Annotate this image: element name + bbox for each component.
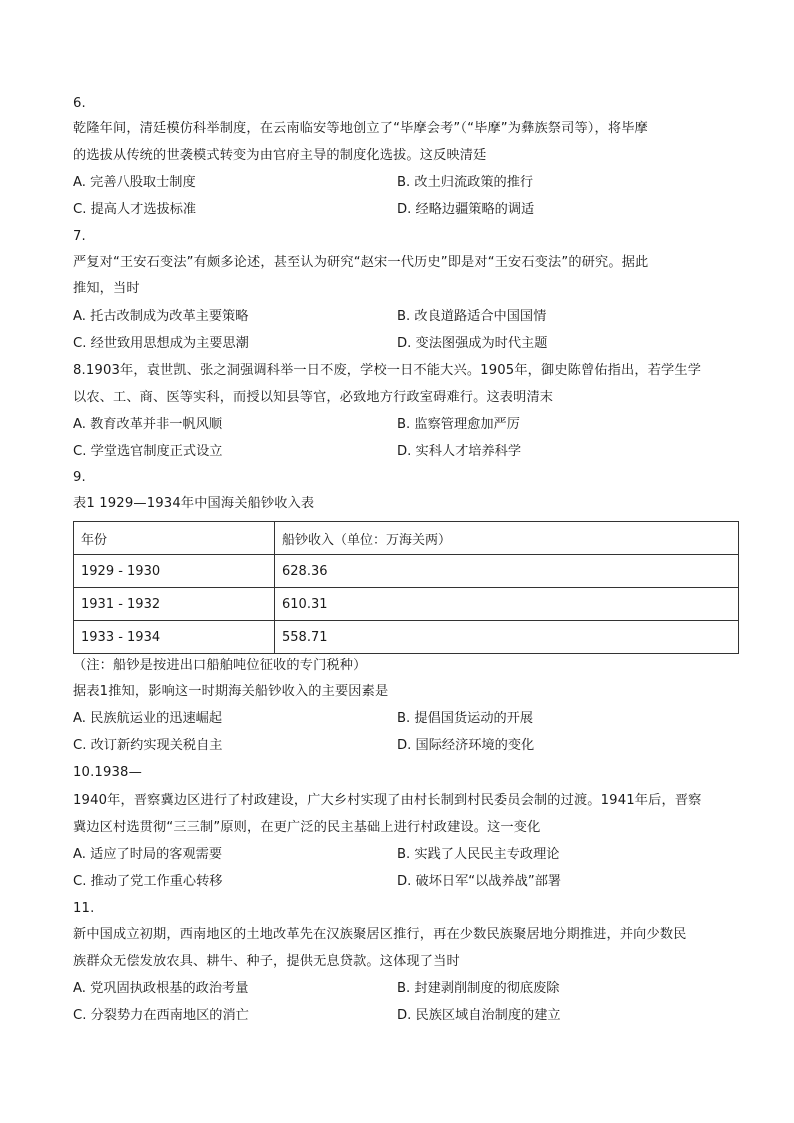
table-cell-value: 610.31 xyxy=(275,588,739,621)
q9-stem: 据表1推知，影响这一时期海关船钞收入的主要因素是 xyxy=(73,684,389,699)
q9-option-a: A. 民族航运业的迅速崛起 xyxy=(73,711,223,726)
q7-stem-line-1: 严复对“王安石变法”有颇多论述，甚至认为研究“赵宋一代历史”即是对“王安石变法”的研究。据此 xyxy=(73,255,649,270)
table-cell-year: 1929 - 1930 xyxy=(74,555,275,588)
q9-number: 9. xyxy=(73,470,86,485)
table-cell-value: 628.36 xyxy=(275,555,739,588)
q10-option-b: B. 实践了人民民主专政理论 xyxy=(397,847,560,862)
q7-option-a: A. 托古改制成为改革主要策略 xyxy=(73,309,249,324)
q10-stem-line-2: 冀边区村选贯彻“三三制”原则，在更广泛的民主基础上进行村政建设。这一变化 xyxy=(73,820,541,835)
q7-number: 7. xyxy=(73,229,86,244)
q6-stem-line-1: 乾隆年间，清廷模仿科举制度，在云南临安等地创立了“毕摩会考”（“毕摩”为彝族祭司等），将毕摩 xyxy=(73,121,648,136)
q6-number: 6. xyxy=(73,96,86,111)
q10-number: 10.1938— xyxy=(73,765,142,780)
table-header-cell: 船钞收入（单位：万海关两） xyxy=(275,522,739,555)
q6-option-d: D. 经略边疆策略的调适 xyxy=(397,202,535,217)
table-cell-value: 558.71 xyxy=(275,621,739,654)
q10-option-d: D. 破坏日军“以战养战”部署 xyxy=(397,874,562,889)
q9-table-note: （注：船钞是按进出口船舶吨位征收的专门税种） xyxy=(73,658,367,673)
table-row xyxy=(74,621,739,654)
q10-option-a: A. 适应了时局的客观需要 xyxy=(73,847,223,862)
q11-number: 11. xyxy=(73,901,95,916)
q10-stem-line-1: 1940年，晋察冀边区进行了村政建设，广大乡村实现了由村长制到村民委员会制的过渡。1941年后，晋察 xyxy=(73,793,702,808)
q11-option-b: B. 封建剥削制度的彻底废除 xyxy=(397,981,560,996)
q7-option-c: C. 经世致用思想成为主要思潮 xyxy=(73,336,249,351)
q10-option-c: C. 推动了党工作重心转移 xyxy=(73,874,223,889)
q8-option-a: A. 教育改革并非一帆风顺 xyxy=(73,417,223,432)
q9-option-c: C. 改订新约实现关税自主 xyxy=(73,738,223,753)
q9-table-title: 表1 1929—1934年中国海关船钞收入表 xyxy=(73,496,315,511)
q8-stem-line-2: 以农、工、商、医等实科，而授以知县等官，必致地方行政室碍难行。这表明清末 xyxy=(73,390,554,405)
q8-option-d: D. 实科人才培养科学 xyxy=(397,444,522,459)
q11-option-d: D. 民族区域自治制度的建立 xyxy=(397,1008,561,1023)
q11-stem-line-2: 族群众无偿发放农具、耕牛、种子，提供无息贷款。这体现了当时 xyxy=(73,954,460,969)
shipping-dues-table xyxy=(73,521,739,654)
q8-option-b: B. 监察管理愈加严厉 xyxy=(397,417,520,432)
q9-option-d: D. 国际经济环境的变化 xyxy=(397,738,535,753)
q7-stem-line-2: 推知，当时 xyxy=(73,281,140,296)
q11-stem-line-1: 新中国成立初期，西南地区的土地改革先在汉族聚居区推行，再在少数民族聚居地分期推进，并向少数民 xyxy=(73,927,687,942)
q7-option-d: D. 变法图强成为时代主题 xyxy=(397,336,548,351)
q8-stem-line-1: 8.1903年，袁世凯、张之洞强调科举一日不废，学校一日不能大兴。1905年，御史陈曾佑指出，若学生学 xyxy=(73,363,702,378)
table-row xyxy=(74,588,739,621)
q6-stem-line-2: 的选拔从传统的世袭模式转变为由官府主导的制度化选拔。这反映清廷 xyxy=(73,148,487,163)
q11-option-c: C. 分裂势力在西南地区的消亡 xyxy=(73,1008,249,1023)
q7-option-b: B. 改良道路适合中国国情 xyxy=(397,309,547,324)
table-header-row xyxy=(74,522,739,555)
q9-option-b: B. 提倡国货运动的开展 xyxy=(397,711,534,726)
table-row xyxy=(74,555,739,588)
table-header-cell: 年份 xyxy=(74,522,275,555)
q6-option-c: C. 提高人才选拔标准 xyxy=(73,202,197,217)
table-cell-year: 1933 - 1934 xyxy=(74,621,275,654)
q6-option-a: A. 完善八股取士制度 xyxy=(73,175,196,190)
q8-option-c: C. 学堂选官制度正式设立 xyxy=(73,444,223,459)
q11-option-a: A. 党巩固执政根基的政治考量 xyxy=(73,981,249,996)
table-cell-year: 1931 - 1932 xyxy=(74,588,275,621)
q6-option-b: B. 改土归流政策的推行 xyxy=(397,175,534,190)
